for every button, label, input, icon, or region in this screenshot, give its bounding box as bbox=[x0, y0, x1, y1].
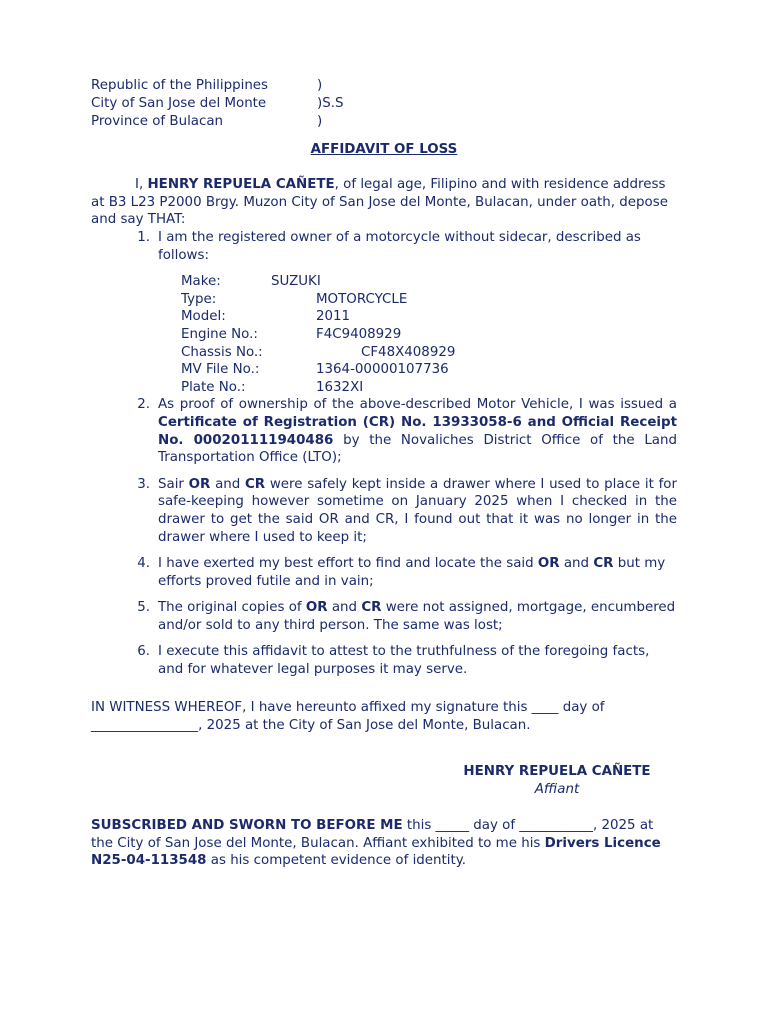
item-text-part: were not assigned, mortgage, encumbered and/or sold to any third person. The same was lost; bbox=[158, 600, 676, 633]
venue-place: Republic of the Philippines bbox=[91, 78, 269, 93]
spec-label: Chassis No.: bbox=[181, 344, 263, 360]
venue-line bbox=[91, 77, 343, 95]
item-text-part: and bbox=[327, 600, 362, 616]
spec-value: 2011 bbox=[316, 309, 351, 325]
spec-row bbox=[181, 291, 677, 309]
spec-value: F4C9408929 bbox=[316, 326, 402, 342]
jurat-text: as his competent evidence of identity. bbox=[206, 853, 467, 869]
jurat-heading: SUBSCRIBED AND SWORN TO BEFORE ME bbox=[91, 818, 403, 833]
list-item bbox=[91, 476, 677, 546]
item-text bbox=[158, 599, 677, 634]
venue-place: Province of Bulacan bbox=[91, 114, 224, 129]
spec-label: Type: bbox=[181, 291, 217, 307]
spec-row bbox=[181, 308, 677, 326]
venue-place: City of San Jose del Monte bbox=[91, 96, 267, 111]
item-number: 4 . bbox=[91, 555, 158, 590]
signatory-name: HENRY REPUELA CAÑETE bbox=[463, 764, 651, 779]
list-item bbox=[91, 555, 677, 590]
item-bold-part: CR bbox=[593, 556, 614, 572]
item-bold-part: OR bbox=[305, 600, 328, 616]
item-number: 1 . bbox=[91, 229, 158, 264]
item-number: 3 . bbox=[91, 476, 158, 546]
spec-row bbox=[181, 361, 677, 379]
item-text bbox=[158, 555, 677, 590]
spec-value: 1364-00000107736 bbox=[316, 362, 449, 378]
spec-row bbox=[181, 344, 677, 362]
affiant-name: HENRY REPUELA CAÑETE bbox=[147, 177, 335, 192]
witness-paragraph: IN WITNESS WHEREOF, I have hereunto affixed my signature this ____ day of ________________, 2025 at the City of San Jose del Monte, Bulacan. bbox=[91, 700, 605, 733]
spec-label: Engine No.: bbox=[181, 326, 258, 342]
item-text: I am the registered owner of a motorcycle without sidecar, described as follows: bbox=[158, 230, 641, 263]
spec-row bbox=[181, 273, 677, 291]
signature-block bbox=[452, 763, 662, 798]
venue-block bbox=[91, 77, 343, 131]
intro-post: , of legal age, Filipino and with residence address at B3 L23 P2000 Brgy. Muzon City of San Jose del Monte, Bulacan, under oath, depose and say THAT: bbox=[91, 177, 668, 228]
spec-value: CF48X408929 bbox=[361, 344, 456, 360]
venue-line bbox=[91, 95, 343, 113]
venue-line bbox=[91, 113, 343, 131]
jurat-paragraph bbox=[91, 817, 677, 870]
spec-label: Make: bbox=[181, 274, 221, 290]
vehicle-specs bbox=[181, 273, 677, 396]
spec-value: 1632XI bbox=[316, 379, 364, 395]
registration-details: Certificate of Registration (CR) No. 13933058-6 and Official Receipt No. 000201111940486 bbox=[158, 414, 677, 448]
list-item bbox=[91, 643, 677, 678]
item-number: 6 . bbox=[91, 643, 158, 678]
license-id: Drivers Licence N25-04-113548 bbox=[91, 835, 661, 869]
spec-row bbox=[181, 326, 677, 344]
item-bold-part: OR bbox=[188, 476, 211, 492]
jurat-text: this _____ day of ___________, 2025 at the City of San Jose del Monte, Bulacan. Affiant exhibited to me his bbox=[91, 818, 654, 851]
spec-row bbox=[181, 379, 677, 397]
statement-list bbox=[91, 229, 677, 688]
item-number: 2 . bbox=[91, 396, 158, 466]
item-text-part: and bbox=[210, 476, 245, 492]
intro-pre: I, bbox=[135, 177, 148, 192]
spec-label: MV File No.: bbox=[181, 362, 260, 378]
item-text bbox=[158, 396, 677, 466]
item-text-part: but my efforts proved futile and in vain; bbox=[158, 556, 666, 589]
list-item bbox=[91, 396, 677, 466]
item-text-part: Sair bbox=[158, 476, 189, 492]
venue-mark: )S.S bbox=[317, 96, 344, 111]
document-title: AFFIDAVIT OF LOSS bbox=[310, 142, 458, 157]
item-text: I execute this affidavit to attest to the truthfulness of the foregoing facts, and for whatever legal purposes it may serve. bbox=[158, 644, 650, 678]
item-text-part: were safely kept inside a drawer where I used to place it for safe-keeping however sometime on January 2025 when I checked in the drawer to get the said OR and CR, I found out that it was no longer in the drawer where I used to keep it; bbox=[158, 476, 677, 545]
spec-value: MOTORCYCLE bbox=[316, 291, 408, 307]
item-number: 5 . bbox=[91, 599, 158, 634]
item-text-part: As proof of ownership of the above-described Motor Vehicle, I was issued a bbox=[158, 397, 677, 413]
item-bold-part: OR bbox=[537, 556, 560, 572]
item-text-part: and bbox=[559, 556, 594, 572]
list-item bbox=[91, 599, 677, 634]
item-bold-part: CR bbox=[361, 600, 382, 616]
item-text-part: by the Novaliches District Office of the Land Transportation Office (LTO); bbox=[158, 432, 678, 466]
item-text-part: The original copies of bbox=[158, 600, 306, 616]
item-bold-part: CR bbox=[244, 476, 266, 492]
item-text bbox=[158, 476, 677, 546]
spec-label: Model: bbox=[181, 309, 226, 325]
item-text-part: I have exerted my best effort to find and locate the said bbox=[158, 556, 538, 572]
list-item bbox=[91, 229, 677, 264]
signatory-role: Affiant bbox=[534, 781, 580, 797]
intro-paragraph bbox=[91, 176, 677, 229]
venue-mark: ) bbox=[317, 114, 323, 129]
venue-mark: ) bbox=[317, 78, 323, 93]
spec-label: Plate No.: bbox=[181, 379, 246, 395]
spec-value: SUZUKI bbox=[271, 274, 321, 290]
